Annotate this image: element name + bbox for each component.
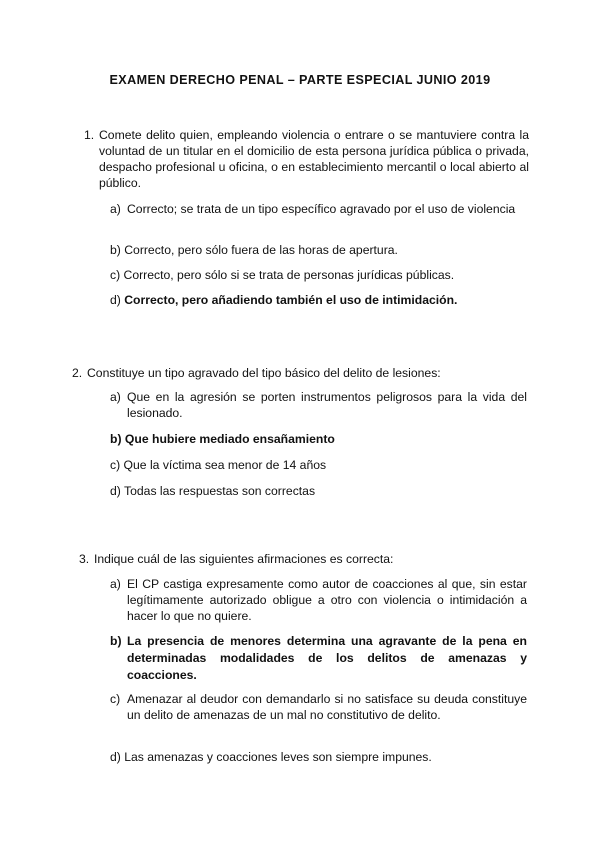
option-label: a) (110, 577, 121, 591)
option-text: Amenazar al deudor con demandarlo si no satisface su deuda constituye un delito de amenazas de un mal no constitutivo de delito. (127, 692, 527, 722)
question-1-option-c (110, 267, 530, 283)
question-2 (72, 365, 537, 381)
option-text: La presencia de menores determina una agravante de la pena en determinadas modalidades de los delitos de amenazas y coacciones. (127, 634, 527, 682)
question-text: Indique cuál de las siguientes afirmaciones es correcta: (94, 552, 394, 566)
option-text: Que hubiere mediado ensañamiento (124, 432, 335, 446)
question-3-option-c (110, 691, 527, 723)
question-2-option-d (110, 483, 530, 499)
option-label: b) (110, 432, 122, 446)
question-2-option-b (110, 431, 530, 447)
option-label: d) (110, 484, 121, 498)
option-text: Todas las respuestas son correctas (124, 484, 316, 498)
option-text: El CP castiga expresamente como autor de coacciones al que, sin estar legítimamente autorizado obligue a otro con violencia o intimidación a hacer lo que no quiere. (127, 577, 527, 623)
option-text: Correcto, pero sólo si se trata de personas jurídicas públicas. (123, 268, 455, 282)
question-number: 2. (72, 366, 83, 380)
exam-title: EXAMEN DERECHO PENAL – PARTE ESPECIAL JUNIO 2019 (109, 73, 491, 87)
option-text: Las amenazas y coacciones leves son siempre impunes. (124, 750, 432, 764)
question-3 (79, 551, 534, 567)
option-label: b) (110, 243, 121, 257)
question-2-option-a (110, 389, 527, 421)
question-text: Constituye un tipo agravado del tipo básico del delito de lesiones: (87, 366, 441, 380)
option-text: Correcto, pero sólo fuera de las horas de apertura. (124, 243, 398, 257)
question-1-option-a (110, 201, 527, 217)
option-label: c) (110, 692, 121, 706)
question-number: 1. (84, 128, 95, 142)
option-text: Que la víctima sea menor de 14 años (123, 458, 327, 472)
option-label: a) (110, 390, 121, 404)
question-1 (84, 127, 529, 191)
option-label: d) (110, 750, 121, 764)
option-text: Correcto, pero añadiendo también el uso de intimidación (124, 293, 455, 307)
question-3-option-b (110, 633, 527, 684)
question-2-option-c (110, 457, 530, 473)
option-label: b) (110, 634, 122, 648)
question-number: 3. (79, 552, 90, 566)
option-text: Que en la agresión se porten instrumentos peligrosos para la vida del lesionado. (127, 390, 527, 420)
option-text: Correcto; se trata de un tipo específico agravado por el uso de violencia (127, 202, 516, 216)
question-1-option-d: d) Correcto, pero añadiendo también el uso de intimidación. (110, 293, 458, 307)
option-label: d) (110, 293, 121, 307)
question-1-option-b (110, 242, 530, 258)
question-3-option-d (110, 749, 530, 765)
question-3-option-a (110, 576, 527, 624)
option-label: a) (110, 202, 121, 216)
option-label: c) (110, 268, 121, 282)
option-label: c) (110, 458, 121, 472)
question-text: Comete delito quien, empleando violencia o entrare o se mantuviere contra la voluntad de un titular en el domicilio de esta persona jurídica pública o privada, despacho profesional u oficina, o en establecimiento mercantil o local abierto al público. (99, 128, 529, 190)
